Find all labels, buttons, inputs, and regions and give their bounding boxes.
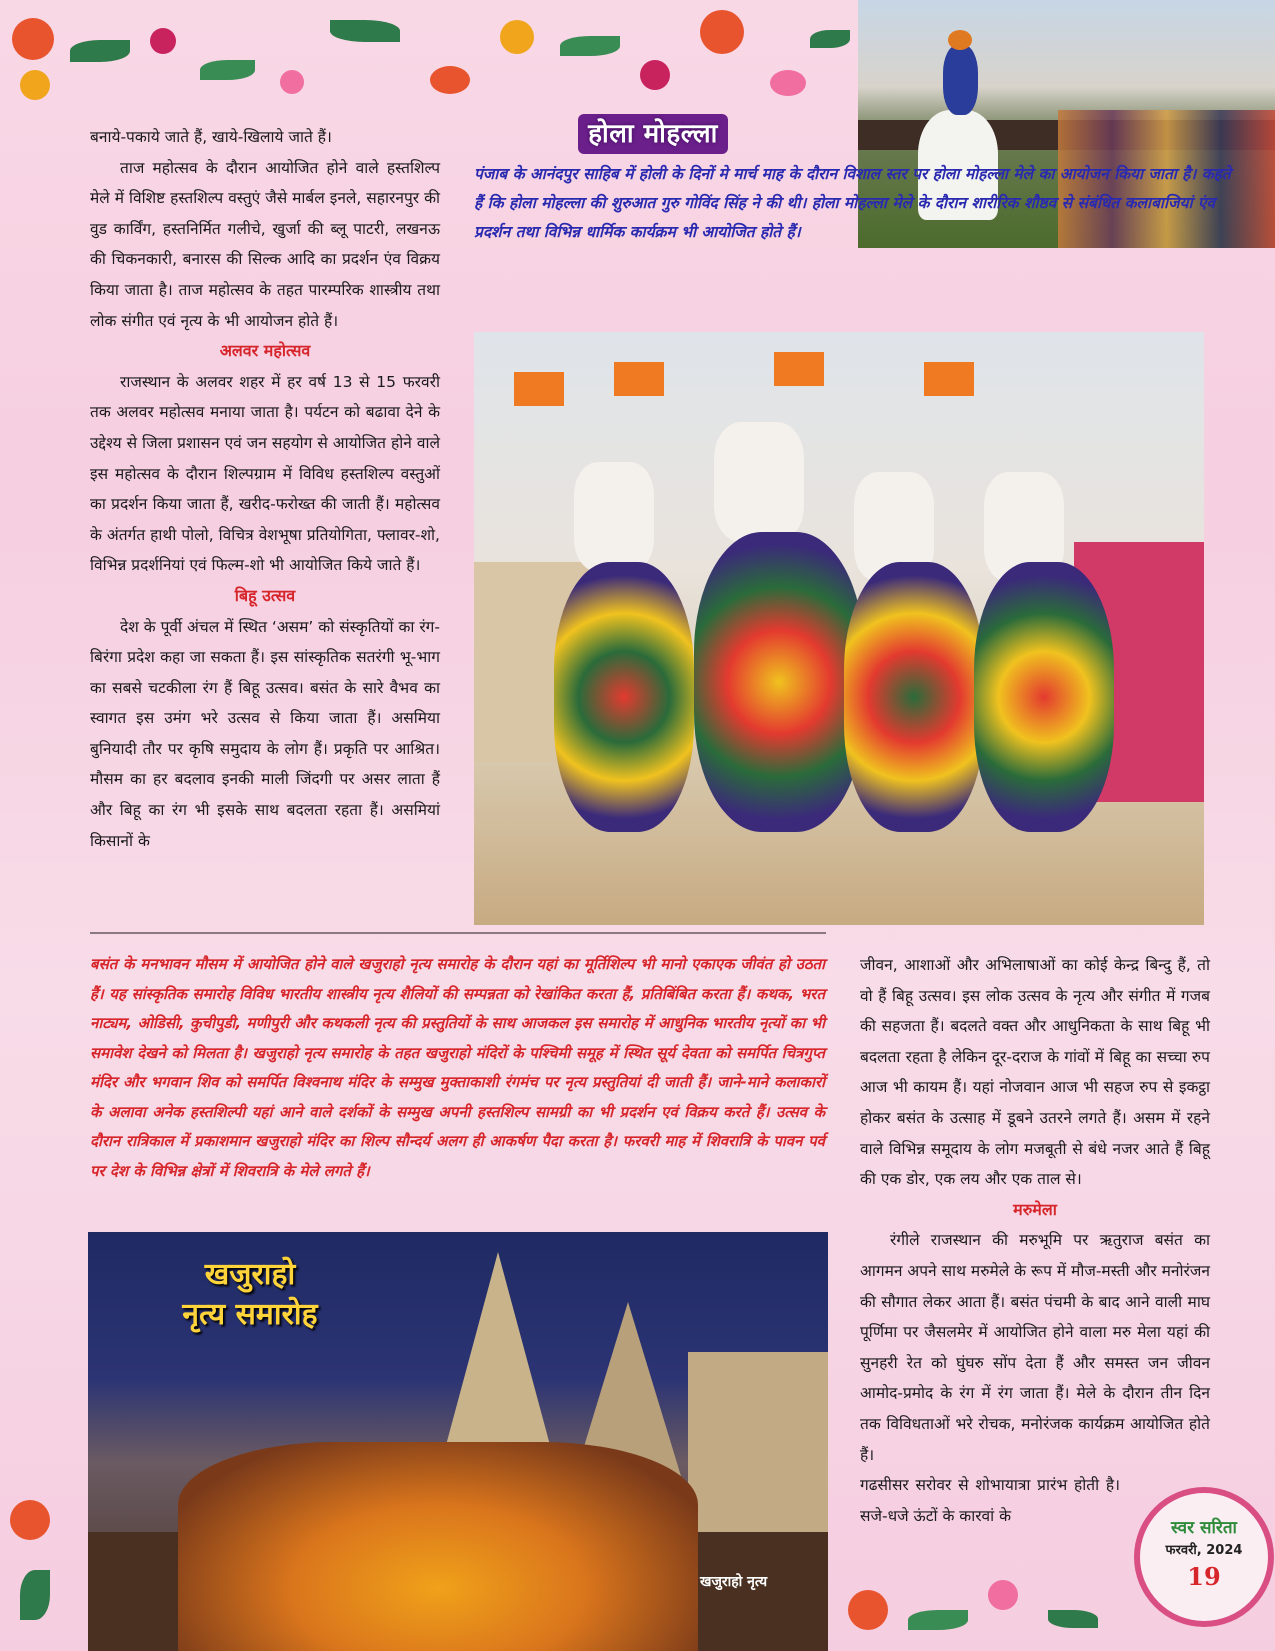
section-divider [90, 932, 826, 934]
paragraph-bihu: देश के पूर्वी अंचल में स्थित ‘असम’ को संस्कृतियों का रंग-बिरंगा प्रदेश कहा जा सकता हैं। इस सांस्कृतिक सतरंगी भू-भाग का सबसे चटकीला रंग हैं बिहू उत्सव। बसंत के सारे वैभव का स्वागत इस उमंग भरे उत्सव से किया जाता हैं। असमिया बुनियादी तौर पर कृषि समुदाय के लोग हैं। प्रकृति पर आश्रित। मौसम का हर बदलाव इनकी माली जिंदगी पर असर लाता हैं और बिहू का रंग भी इसके साथ बदलता रहता हैं। असमियां किसानों के [90, 617, 440, 850]
khajuraho-title-line-2: नृत्य समारोह [182, 1297, 318, 1332]
hola-mohalla-heading: होला मोहल्ला [578, 114, 728, 154]
hola-mohalla-paragraph: पंजाब के आनंदपुर साहिब में होली के दिनों मे मार्च माह के दौरान विशाल स्तर पर होला मोहल्ला मेले का आयोजन किया जाता है। कहते हैं कि होला मोहल्ला की शुरुआत गुरु गोविंद सिंह ने की थी। होला मोहल्ला मेले के दौरान शारीरिक शौष्ठव से संबंधित कलाबाजियां एंव प्रदर्शन तथा विभिन्न धार्मिक कार्यक्रम भी आयोजित होते हैं। [474, 165, 1231, 241]
camel-parade-photo [474, 332, 1204, 925]
khajuraho-photo-caption: खजुराहो नृत्य [700, 1574, 768, 1590]
magazine-page-badge [1140, 1493, 1268, 1621]
floral-border-top [0, 0, 858, 125]
heading-marumela: मरुमेला [1013, 1199, 1057, 1219]
heading-bihu: बिहू उत्सव [234, 585, 296, 605]
left-column [90, 122, 440, 856]
right-column [860, 950, 1210, 1531]
paragraph-taj: ताज महोत्सव के दौरान आयोजित होने वाले हस्तशिल्प मेले में विशिष्ट हस्तशिल्प वस्तुएं जैसे मार्बल इनले, सहारनपुर की वुड कार्विंग, हस्तनिर्मित गलीचे, खुर्जा की ब्लू पाटरी, लखनऊ की चिकनकारी, बनारस की सिल्क आदि का प्रदर्शन एंव विक्रय किया जाता है। ताज महोत्सव के तहत पारम्परिक शास्त्रीय तथा लोक संगीत एवं नृत्य के भी आयोजन होते हैं। [90, 158, 440, 330]
heading-alwar: अलवर महोत्सव [219, 341, 311, 361]
paragraph-marumela-2: गढसीसर सरोवर से शोभायात्रा प्रारंभ होती है। सजे-धजे ऊंटों के कारवां के [860, 1476, 1120, 1525]
magazine-title: स्वर सरिता [1171, 1518, 1237, 1538]
paragraph-alwar: राजस्थान के अलवर शहर में हर वर्ष 13 से 15 फरवरी तक अलवर महोत्सव मनाया जाता है। पर्यटन को बढावा देने के उद्देश्य से जिला प्रशासन एवं जन सहयोग से आयोजित होने वाले इस महोत्सव के दौरान शिल्पग्राम में विविध हस्तशिल्प वस्तुओं का प्रदर्शन किया जाता हैं, खरीद-फरोख्त की जाती हैं। महोत्सव के अंतर्गत हाथी पोलो, विचित्र वेशभूषा प्रतियोगिता, फ्लावर-शो, विभिन्न प्रदर्शनियां एवं फिल्म-शो भी आयोजित किये जाते हैं। [90, 372, 440, 575]
paragraph-bihu-continued: जीवन, आशाओं और अभिलाषाओं का कोई केन्द्र बिन्दु हैं, तो वो हैं बिहू उत्सव। इस लोक उत्सव के नृत्य और संगीत में गजब की सहजता हैं। बदलते वक्त और आधुनिकता के साथ बिहू भी बदलता रहता है लेकिन दूर-दराज के गांवों में बिहू का सच्चा रुप आज भी कायम हैं। यहां नोजवान आज भी सहज रुप से इकट्ठा होकर बसंत के उत्साह में डूबने उतरने लगते हैं। असम में रहने वाले विभिन्न समूदाय के लोग मजबूती से बंधे नजर आते हैं बिहू की एक डोर, एक लय और एक ताल से। [860, 956, 1210, 1189]
khajuraho-title-line-1: खजुराहो [204, 1257, 296, 1292]
page-number: 19 [1187, 1562, 1221, 1591]
issue-date: फरवरी, 2024 [1165, 1543, 1243, 1558]
paragraph-intro: बनाये-पकाये जाते हैं, खाये-खिलाये जाते हैं। [90, 128, 332, 146]
khajuraho-text: बसंत के मनभावन मौसम में आयोजित होने वाले खजुराहो नृत्य समारोह के दौरान यहां का मूर्तिशिल्प भी मानो एकाएक जीवंत हो उठता हैं। यह सांस्कृतिक समारोह विविध भारतीय शास्त्रीय नृत्य शैलियों की सम्पन्नता को रेखांकित करता हैं, प्रतिबिंबित करता हैं। कथक, भरत नाट्यम, ओडिसी, कुचीपुडी, मणीपुरी और कथकली नृत्य की प्रस्तुतियों के साथ आजकल इस समारोह में आधुनिक भारतीय नृत्यों का भी समावेश देखने को मिलता है। खजुराहो नृत्य समारोह के तहत खजुराहो मंदिरों के पश्चिमी समूह में स्थित सूर्य देवता को समर्पित चित्रगुप्त मंदिर और भगवान शिव को समर्पित विश्वनाथ मंदिर के सम्मुख मुक्ताकाशी रंगमंच पर नृत्य प्रस्तुतियां दी जाती हैं। जाने-माने कलाकारों के अलावा अनेक हस्तशिल्पी यहां आने वाले दर्शकों के सम्मुख अपनी हस्तशिल्प सामग्री का भी प्रदर्शन एवं विक्रय करते हैं। उत्सव के दौरान रात्रिकाल में प्रकाशमान खजुराहो मंदिर का शिल्प सौन्दर्य अलग ही आकर्षण पैदा करता है। फरवरी माह में शिवरात्रि के पावन पर्व पर देश के विभिन्न क्षेत्रों में शिवरात्रि के मेले लगते हैं। [90, 955, 825, 1180]
floral-corner-left [0, 1480, 88, 1651]
paragraph-marumela: रंगीले राजस्थान की मरुभूमि पर ऋतुराज बसंत का आगमन अपने साथ मरुमेले के रूप में मौज-मस्ती और मनोरंजन की सौगात लेकर आता हैं। बसंत पंचमी के बाद आने वाली माघ पूर्णिमा पर जैसलमेर में आयोजित होने वाला मरु मेला यहां की सुनहरी रेत को घुंघरु सोंप देता हैं और समस्त जन जीवन आमोद-प्रमोद के रंग में रंग जाता हैं। मेले के दौरान तीन दिन तक विविधताओं भरे रोचक, मनोरंजक कार्यक्रम आयोजित होते हैं। [860, 1231, 1210, 1464]
khajuraho-photo-title [150, 1255, 350, 1335]
hola-mohalla-text [474, 160, 1231, 247]
